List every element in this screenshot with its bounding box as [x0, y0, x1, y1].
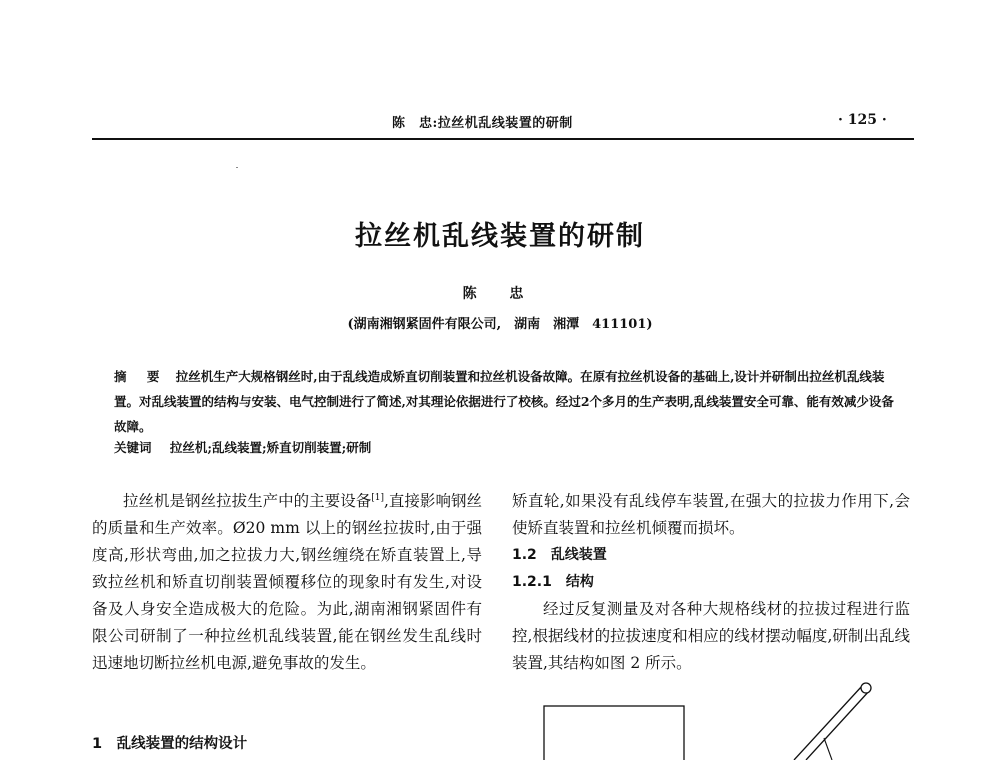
- figure-arm-right: [806, 690, 870, 760]
- intro-text-b: ,直接影响钢丝的质量和生产效率。Ø20 mm 以上的钢丝拉拔时,由于强度高,形状弯曲,加之拉拔力大,钢丝缠绕在矫直装置上,导致拉丝机和矫直切削装置倾覆移位的现象时有发生,对设备及人身安全造成极大的危险。为此,湖南湘钢紧固件有限公司研制了一种拉丝机乱线装置,能在钢丝发生乱线时迅速地切断拉丝机电源,避免事故的发生。: [92, 492, 482, 672]
- keywords-label: 关键词: [114, 440, 152, 455]
- page-number: · 125 ·: [838, 112, 887, 128]
- intro-text-a: 拉丝机是钢丝拉拔生产中的主要设备: [123, 492, 372, 510]
- header-rule: [92, 138, 914, 140]
- figure-box: [544, 706, 684, 760]
- right-paragraph-1: 矫直轮,如果没有乱线停车装置,在强大的拉拔力作用下,会使矫直装置和拉丝机倾覆而损坏。: [512, 492, 910, 537]
- figure-2-partial: [540, 676, 920, 760]
- subsection-1-2-1-heading: [512, 569, 910, 596]
- abstract-text: 拉丝机生产大规格钢丝时,由于乱线造成矫直切削装置和拉丝机设备故障。在原有拉丝机设备的基础上,设计并研制出拉丝机乱线装置。对乱线装置的结构与安装、电气控制进行了简述,对其理论依据进行了校核。经过2个多月的生产表明,乱线装置安全可靠、能有效减少设备故障。: [114, 369, 894, 434]
- citation-ref: [1]: [371, 492, 384, 503]
- paper-title: 拉丝机乱线装置的研制: [355, 221, 645, 252]
- keywords: [114, 438, 900, 456]
- affiliation: (湖南湘钢紧固件有限公司, 湖南 湘潭 411101): [347, 317, 653, 332]
- running-title: 陈 忠:拉丝机乱线装置的研制: [392, 116, 573, 131]
- section-1-heading: 1 乱线装置的结构设计: [92, 736, 248, 752]
- right-paragraph-2: 经过反复测量及对各种大规格线材的拉拔过程进行监控,根据线材的拉拔速度和相应的线材摆动幅度,研制出乱线装置,其结构如图 2 所示。: [512, 600, 910, 672]
- figure-pivot: [861, 683, 871, 693]
- subsection-1-2-title: 乱线装置: [550, 547, 607, 563]
- subsection-1-2-1-number: 1.2.1: [512, 574, 552, 590]
- subsection-1-2-1-title: 结构: [565, 574, 594, 590]
- abstract-label: 摘 要: [114, 369, 168, 384]
- author: 陈 忠: [462, 286, 538, 302]
- keywords-text: 拉丝机;乱线装置;矫直切削装置;研制: [169, 440, 372, 455]
- scan-speck: [236, 167, 238, 168]
- subsection-1-2-number: 1.2: [512, 547, 537, 563]
- intro-paragraph: [92, 488, 482, 677]
- subsection-1-2-heading: [512, 542, 910, 569]
- right-column: [512, 488, 910, 677]
- left-column: [92, 488, 482, 677]
- figure-brace: [824, 738, 832, 760]
- abstract: [114, 364, 900, 439]
